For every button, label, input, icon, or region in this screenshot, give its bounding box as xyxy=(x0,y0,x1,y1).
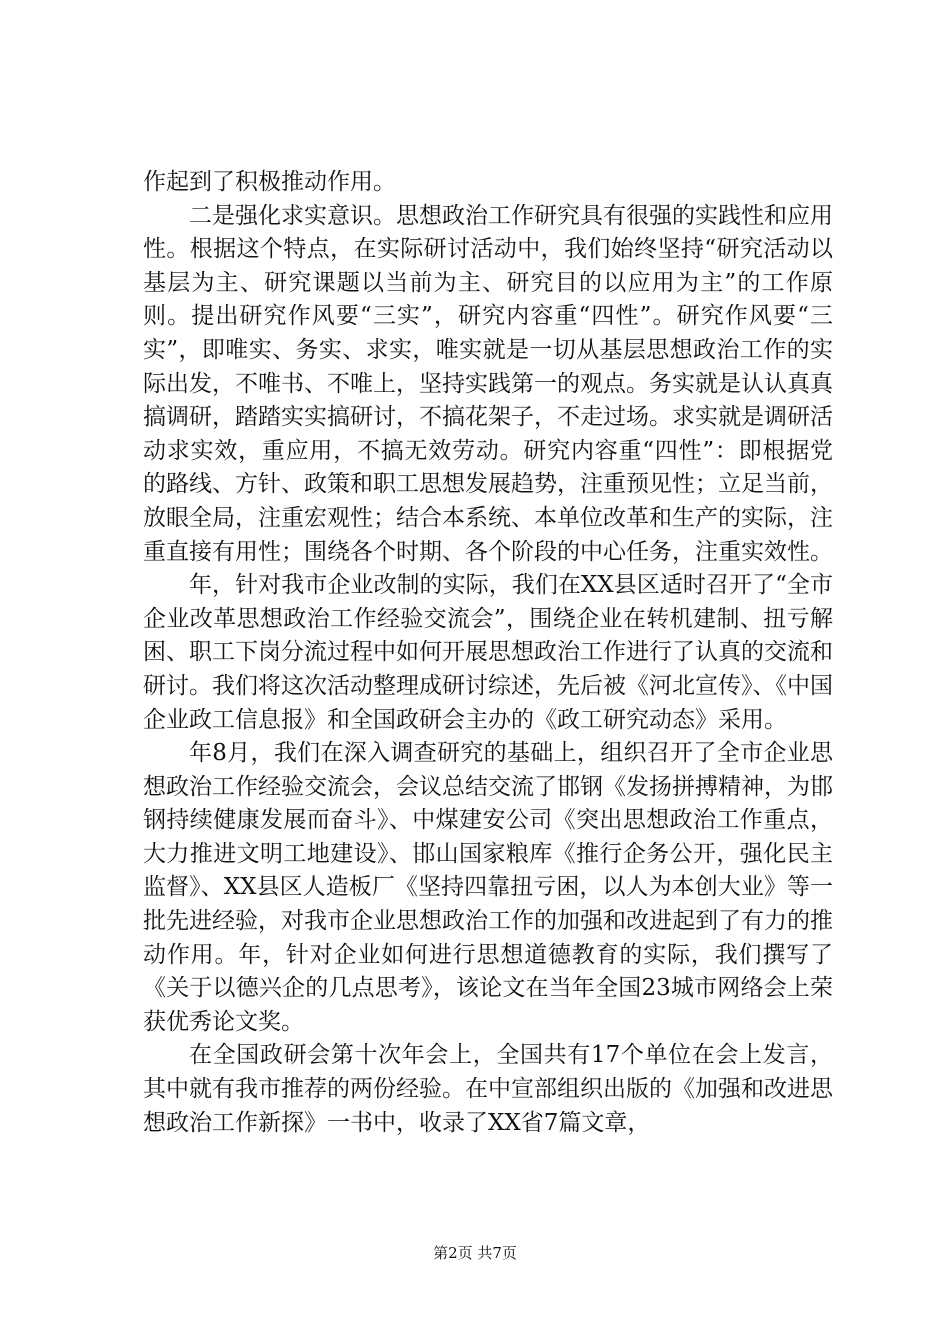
paragraph-seeking-truth: 二是强化求实意识。思想政治工作研究具有很强的实践性和应用性。根据这个特点，在实际研讨活动中，我们始终坚持“研究活动以基层为主、研究课题以当前为主、研究目的以应用为主”的工作原则。提出研究作风要“三实”，研究内容重“四性”。研究作风要“三实”，即唯实、务实、求实，唯实就是一切从基层思想政治工作的实际出发，不唯书、不唯上，坚持实践第一的观点。务实就是认认真真搞调研，踏踏实实搞研讨，不搞花架子，不走过场。求实就是调研活动求实效，重应用，不搞无效劳动。研究内容重“四性”：即根据党的路线、方针、政策和职工思想发展趋势，注重预见性；立足当前，放眼全局，注重宏观性；结合本系统、本单位改革和生产的实际，注重直接有用性；围绕各个时期、各个阶段的中心任务，注重实效性。 xyxy=(143,202,833,565)
paragraph-august-meeting: 年8月，我们在深入调查研究的基础上，组织召开了全市企业思想政治工作经验交流会，会议总结交流了邯钢《发扬拼搏精神，为邯钢持续健康发展而奋斗》、中煤建安公司《突出思想政治工作重点，大力推进文明工地建设》、邯山国家粮库《推行企务公开，强化民主监督》、XX县区人造板厂《坚持四靠扭亏困，以人为本创大业》等一批先进经验，对我市企业思想政治工作的加强和改进起到了有力的推动作用。年，针对企业如何进行思想道德教育的实际，我们撰写了《关于以德兴企的几点思考》，该论文在当年全国23城市网络会上荣获优秀论文奖。 xyxy=(143,740,833,1035)
document-body xyxy=(143,166,833,1140)
paragraph-exchange-meeting: 年，针对我市企业改制的实际，我们在XX县区适时召开了“全市企业改革思想政治工作经验交流会”，围绕企业在转机建制、扭亏解困、职工下岗分流过程中如何开展思想政治工作进行了认真的交流和研讨。我们将这次活动整理成研讨综述，先后被《河北宣传》、《中国企业政工信息报》和全国政研会主办的《政工研究动态》采用。 xyxy=(143,572,833,733)
paragraph-annual-meeting: 在全国政研会第十次年会上，全国共有17个单位在会上发言，其中就有我市推荐的两份经验。在中宣部组织出版的《加强和改进思想政治工作新探》一书中，收录了XX省7篇文章， xyxy=(143,1042,833,1136)
page-footer: 第2页 共7页 xyxy=(433,1244,517,1262)
paragraph-continuation: 作起到了积极推动作用。 xyxy=(143,169,396,195)
